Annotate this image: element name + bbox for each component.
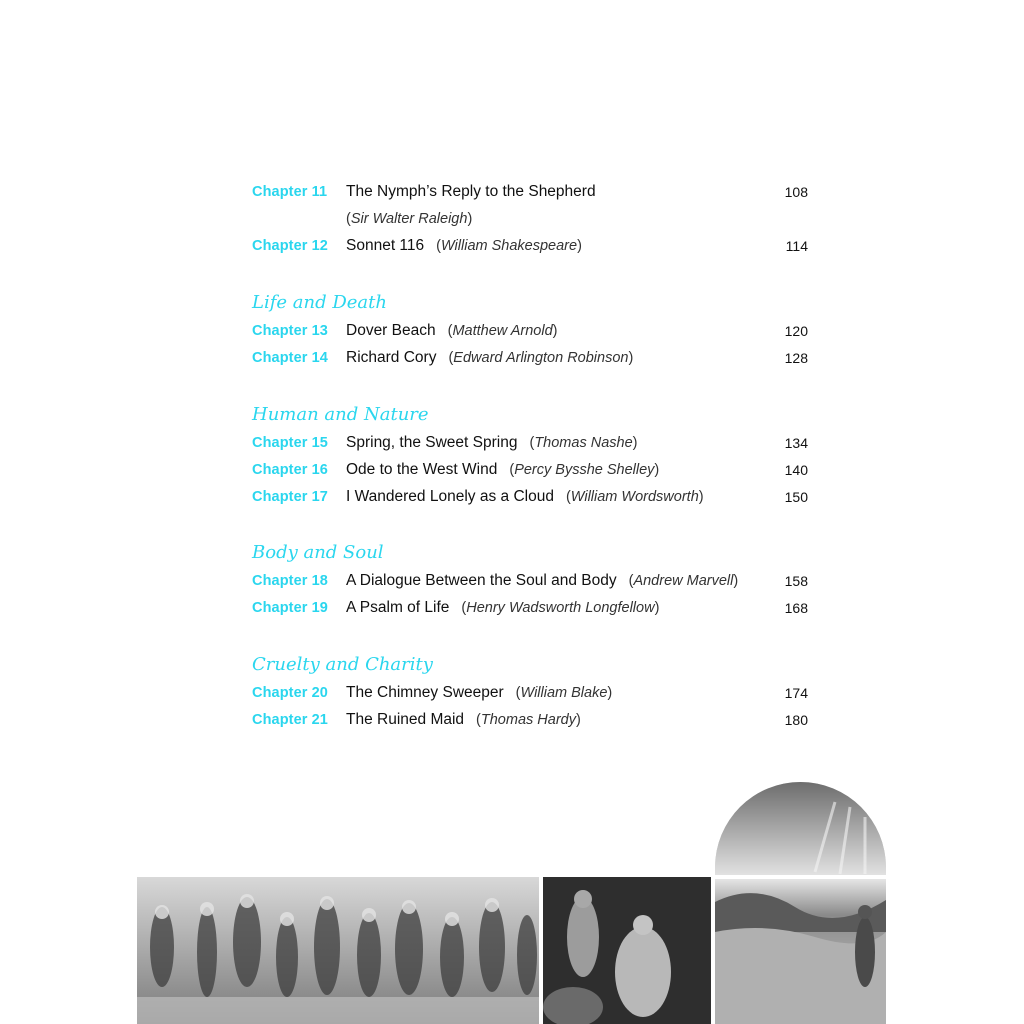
seated-figure-painting <box>543 877 711 1024</box>
page-number: 120 <box>784 323 808 339</box>
author: (Andrew Marvell) <box>628 573 739 589</box>
toc-entry-chapter-21[interactable] <box>252 707 808 733</box>
chapter-title: I Wandered Lonely as a Cloud <box>346 488 554 505</box>
section-heading: Body and Soul <box>252 542 384 563</box>
author-name: Edward Arlington Robinson <box>453 350 629 366</box>
author-name: William Blake <box>520 685 608 701</box>
author: (Henry Wadsworth Longfellow) <box>461 600 660 616</box>
toc-entry-author-line <box>252 206 808 232</box>
toc-entry-chapter-13[interactable] <box>252 318 808 344</box>
toc-entry-chapter-16[interactable] <box>252 457 808 483</box>
author: (Thomas Nashe) <box>529 435 638 451</box>
chapter-title: Sonnet 116 <box>346 237 425 254</box>
page-number: 128 <box>784 350 808 366</box>
page-number: 134 <box>784 435 808 451</box>
page-number: 150 <box>784 489 808 505</box>
section-heading: Life and Death <box>252 292 387 313</box>
toc-entry-chapter-14[interactable] <box>252 345 808 371</box>
chapter-number: Chapter 19 <box>252 600 328 616</box>
chapter-number: Chapter 16 <box>252 462 328 478</box>
author: (William Shakespeare) <box>436 238 582 254</box>
page-number: 140 <box>784 462 808 478</box>
classical-gods-painting <box>137 877 539 1024</box>
chapter-number: Chapter 20 <box>252 685 328 701</box>
toc-entry-chapter-17[interactable] <box>252 484 808 510</box>
page-number: 158 <box>784 573 808 589</box>
chapter-number: Chapter 15 <box>252 435 328 451</box>
toc-entry-chapter-18[interactable] <box>252 568 808 594</box>
section-heading: Human and Nature <box>252 404 429 425</box>
author-name: Andrew Marvell <box>633 573 734 589</box>
chapter-number: Chapter 12 <box>252 238 328 254</box>
shore-storm-painting <box>715 782 886 1024</box>
toc-entry-chapter-12[interactable] <box>252 233 808 259</box>
page-number: 180 <box>784 712 808 728</box>
author: (Percy Bysshe Shelley) <box>509 462 660 478</box>
author-name: Matthew Arnold <box>452 323 553 339</box>
page-number: 168 <box>784 600 808 616</box>
author-name: William Wordsworth <box>570 489 699 505</box>
toc-entry-chapter-19[interactable] <box>252 595 808 621</box>
author-name: Thomas Hardy <box>480 712 576 728</box>
chapter-title: Ode to the West Wind <box>346 461 498 478</box>
author: (William Wordsworth) <box>565 489 704 505</box>
chapter-title: The Nymph’s Reply to the Shepherd <box>346 183 596 200</box>
toc-entry-chapter-20[interactable] <box>252 680 808 706</box>
chapter-number: Chapter 11 <box>252 184 328 200</box>
chapter-title: Spring, the Sweet Spring <box>346 434 518 451</box>
author-name: Henry Wadsworth Longfellow <box>466 600 655 616</box>
page-number: 108 <box>784 184 808 200</box>
toc-entry-chapter-11[interactable] <box>252 179 808 205</box>
author: (Sir Walter Raleigh) <box>346 211 473 227</box>
chapter-number: Chapter 17 <box>252 489 328 505</box>
chapter-number: Chapter 13 <box>252 323 328 339</box>
chapter-number: Chapter 18 <box>252 573 328 589</box>
author: (Matthew Arnold) <box>447 323 558 339</box>
section-heading: Cruelty and Charity <box>252 654 433 675</box>
chapter-number: Chapter 14 <box>252 350 328 366</box>
author-name: Sir Walter Raleigh <box>350 211 468 227</box>
page-number: 174 <box>784 685 808 701</box>
chapter-title: A Dialogue Between the Soul and Body <box>346 572 617 589</box>
author: (Thomas Hardy) <box>476 712 581 728</box>
chapter-title: The Ruined Maid <box>346 711 465 728</box>
author-name: Thomas Nashe <box>534 435 633 451</box>
author-name: William Shakespeare <box>441 238 578 254</box>
chapter-title: Dover Beach <box>346 322 436 339</box>
chapter-title: The Chimney Sweeper <box>346 684 504 701</box>
toc-entry-chapter-15[interactable] <box>252 430 808 456</box>
chapter-title: A Psalm of Life <box>346 599 450 616</box>
author-name: Percy Bysshe Shelley <box>514 462 655 478</box>
page-number: 114 <box>785 238 808 254</box>
chapter-number: Chapter 21 <box>252 712 328 728</box>
chapter-title: Richard Cory <box>346 349 437 366</box>
author: (William Blake) <box>515 685 613 701</box>
author: (Edward Arlington Robinson) <box>448 350 634 366</box>
